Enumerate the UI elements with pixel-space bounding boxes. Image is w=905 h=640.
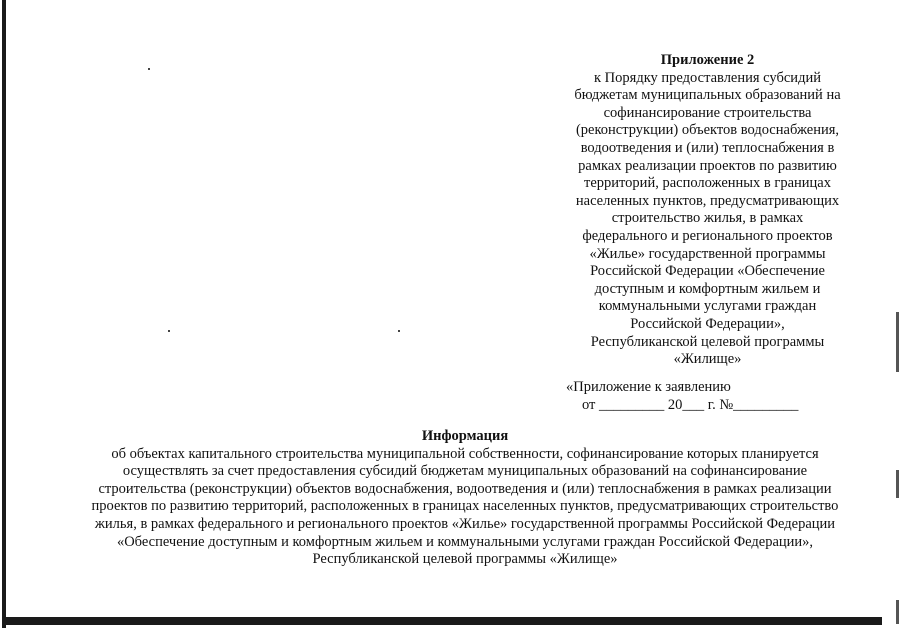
appendix-line: «Жилище» [673,351,742,368]
application-reference [566,378,826,414]
appendix-line: бюджетам муниципальных образований на [574,87,841,104]
information-block [40,428,890,569]
scan-right-mark [896,600,899,624]
scan-speck [168,330,170,332]
information-line: жилья, в рамках федерального и регионального проектов «Жилье» государственной программы Российской Федерации [94,515,836,532]
appendix-block [540,52,875,369]
appendix-line: Российской Федерации», [630,315,785,332]
appendix-line: населенных пунктов, предусматривающих [575,192,840,209]
information-line: Республиканской целевой программы «Жилище» [312,551,618,568]
information-line: об объектах капитального строительства муниципальной собственности, софинансирование которых планируется [111,445,819,462]
appendix-line: территорий, расположенных в границах [584,175,831,192]
scan-right-mark [896,470,899,498]
information-title: Информация [421,428,509,444]
appendix-line: софинансирование строительства [603,104,812,121]
application-title: «Приложение к заявлению [566,379,731,395]
scan-bottom-edge [2,617,882,625]
information-line: осуществлять за счет предоставления субсидий бюджетам муниципальных образований на софинансирование [122,463,808,480]
information-line: проектов по развитию территорий, расположенных в границах населенных пунктов, предусматривающих строительство [91,498,839,515]
application-date-number: от _________ 20___ г. №_________ [582,397,799,413]
appendix-line: коммунальными услугами граждан [598,298,817,315]
scan-speck [148,68,150,70]
information-line: строительства (реконструкции) объектов водоснабжения, водоотведения и (или) теплоснабжения в рамках реализации [98,480,832,497]
scan-speck [398,330,400,332]
information-line: «Обеспечение доступным и комфортным жильем и коммунальными услугами граждан Российской Федерации», [116,533,814,550]
appendix-line: Российской Федерации «Обеспечение [590,263,825,280]
appendix-line: рамках реализации проектов по развитию [578,157,837,174]
appendix-line: строительство жилья, в рамках [611,210,804,227]
appendix-line: (реконструкции) объектов водоснабжения, [575,122,840,139]
appendix-line: к Порядку предоставления субсидий [594,69,821,86]
scan-left-edge [2,0,6,628]
appendix-heading: Приложение 2 [660,52,755,68]
appendix-line: доступным и комфортным жильем и [594,280,821,297]
appendix-line: водоотведения и (или) теплоснабжения в [580,139,835,156]
appendix-line: «Жилье» государственной программы [589,245,826,262]
appendix-line: Республиканской целевой программы [590,333,825,350]
appendix-line: федерального и регионального проектов [582,227,833,244]
scan-right-mark [896,312,899,372]
